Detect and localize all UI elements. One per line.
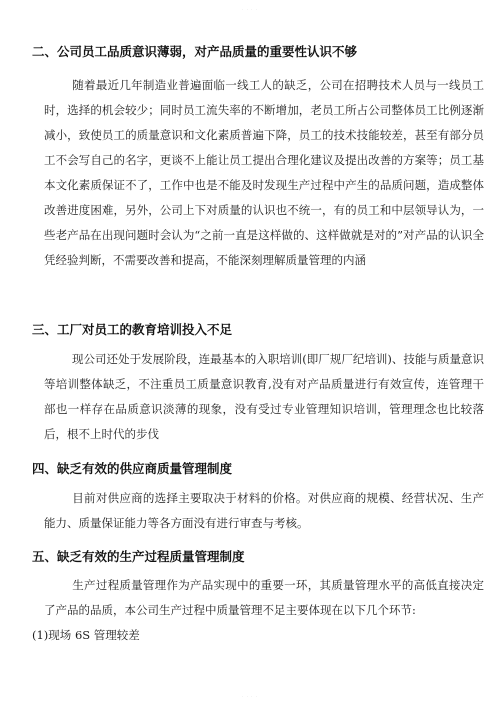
section-paragraph-4 [44, 486, 484, 536]
section-heading-5: 五、缺乏有效的生产过程质量管理制度 [32, 549, 245, 564]
section-paragraph-2 [44, 73, 484, 273]
section-paragraph-5-text: 生产过程质量管理作为产品实现中的重要一环，其质量管理水平的高低直接决定了产品的品质，本公司生产过程中质量管理不足主要体现在以下几个环节: [44, 578, 484, 617]
section-paragraph-5 [44, 573, 484, 623]
section-heading-4: 四、缺乏有效的供应商质量管理制度 [32, 461, 233, 476]
section-paragraph-3 [44, 347, 484, 447]
section-paragraph-3-text: 现公司还处于发展阶段，连最基本的入职培训(即厂规厂纪培训)、技能与质量意识等培训整体缺乏，不注重员工质量意识教育,没有对产品质量进行有效宣传，连管理干部也一样存在品质意识淡薄的现象，没有受过专业管理知识培训，管理理念也比较落后，根不上时代的步伐 [44, 352, 484, 441]
subitem-6s: (1)现场 6S 管理较差 [32, 628, 140, 642]
page-watermark-bottom: · · · · [242, 694, 258, 699]
section-paragraph-2-text: 随着最近几年制造业普遍面临一线工人的缺乏，公司在招聘技术人员与一线员工时，选择的机会较少；同时员工流失率的不断增加，老员工所占公司整体员工比例逐渐减小，致使员工的质量意识和文化素质普遍下降，员工的技术技能较差，甚至有部分员工不会写自己的名字，更谈不上能让员工提出合理化建议及提出改善的方案等；员工基本文化素质保证不了，工作中也是不能及时发现生产过程中产生的品质问题，造成整体改善进度困难，另外，公司上下对质量的认识也不统一，有的员工和中层领导认为，一些老产品在出现问题时会认为“之前一直是这样做的、这样做就是对的”对产品的认识全凭经验判断，不需要改善和提高，不能深刻理解质量管理的内涵 [44, 78, 484, 267]
page-watermark-top: · · · · [242, 7, 258, 12]
section-heading-3: 三、工厂对员工的教育培训投入不足 [32, 322, 233, 337]
section-heading-2: 二、公司员工品质意识薄弱，对产品质量的重要性认识不够 [32, 44, 358, 59]
section-paragraph-4-text: 目前对供应商的选择主要取决于材料的价格。对供应商的规模、经营状况、生产能力、质量保证能力等各方面没有进行审查与考核。 [44, 491, 484, 530]
